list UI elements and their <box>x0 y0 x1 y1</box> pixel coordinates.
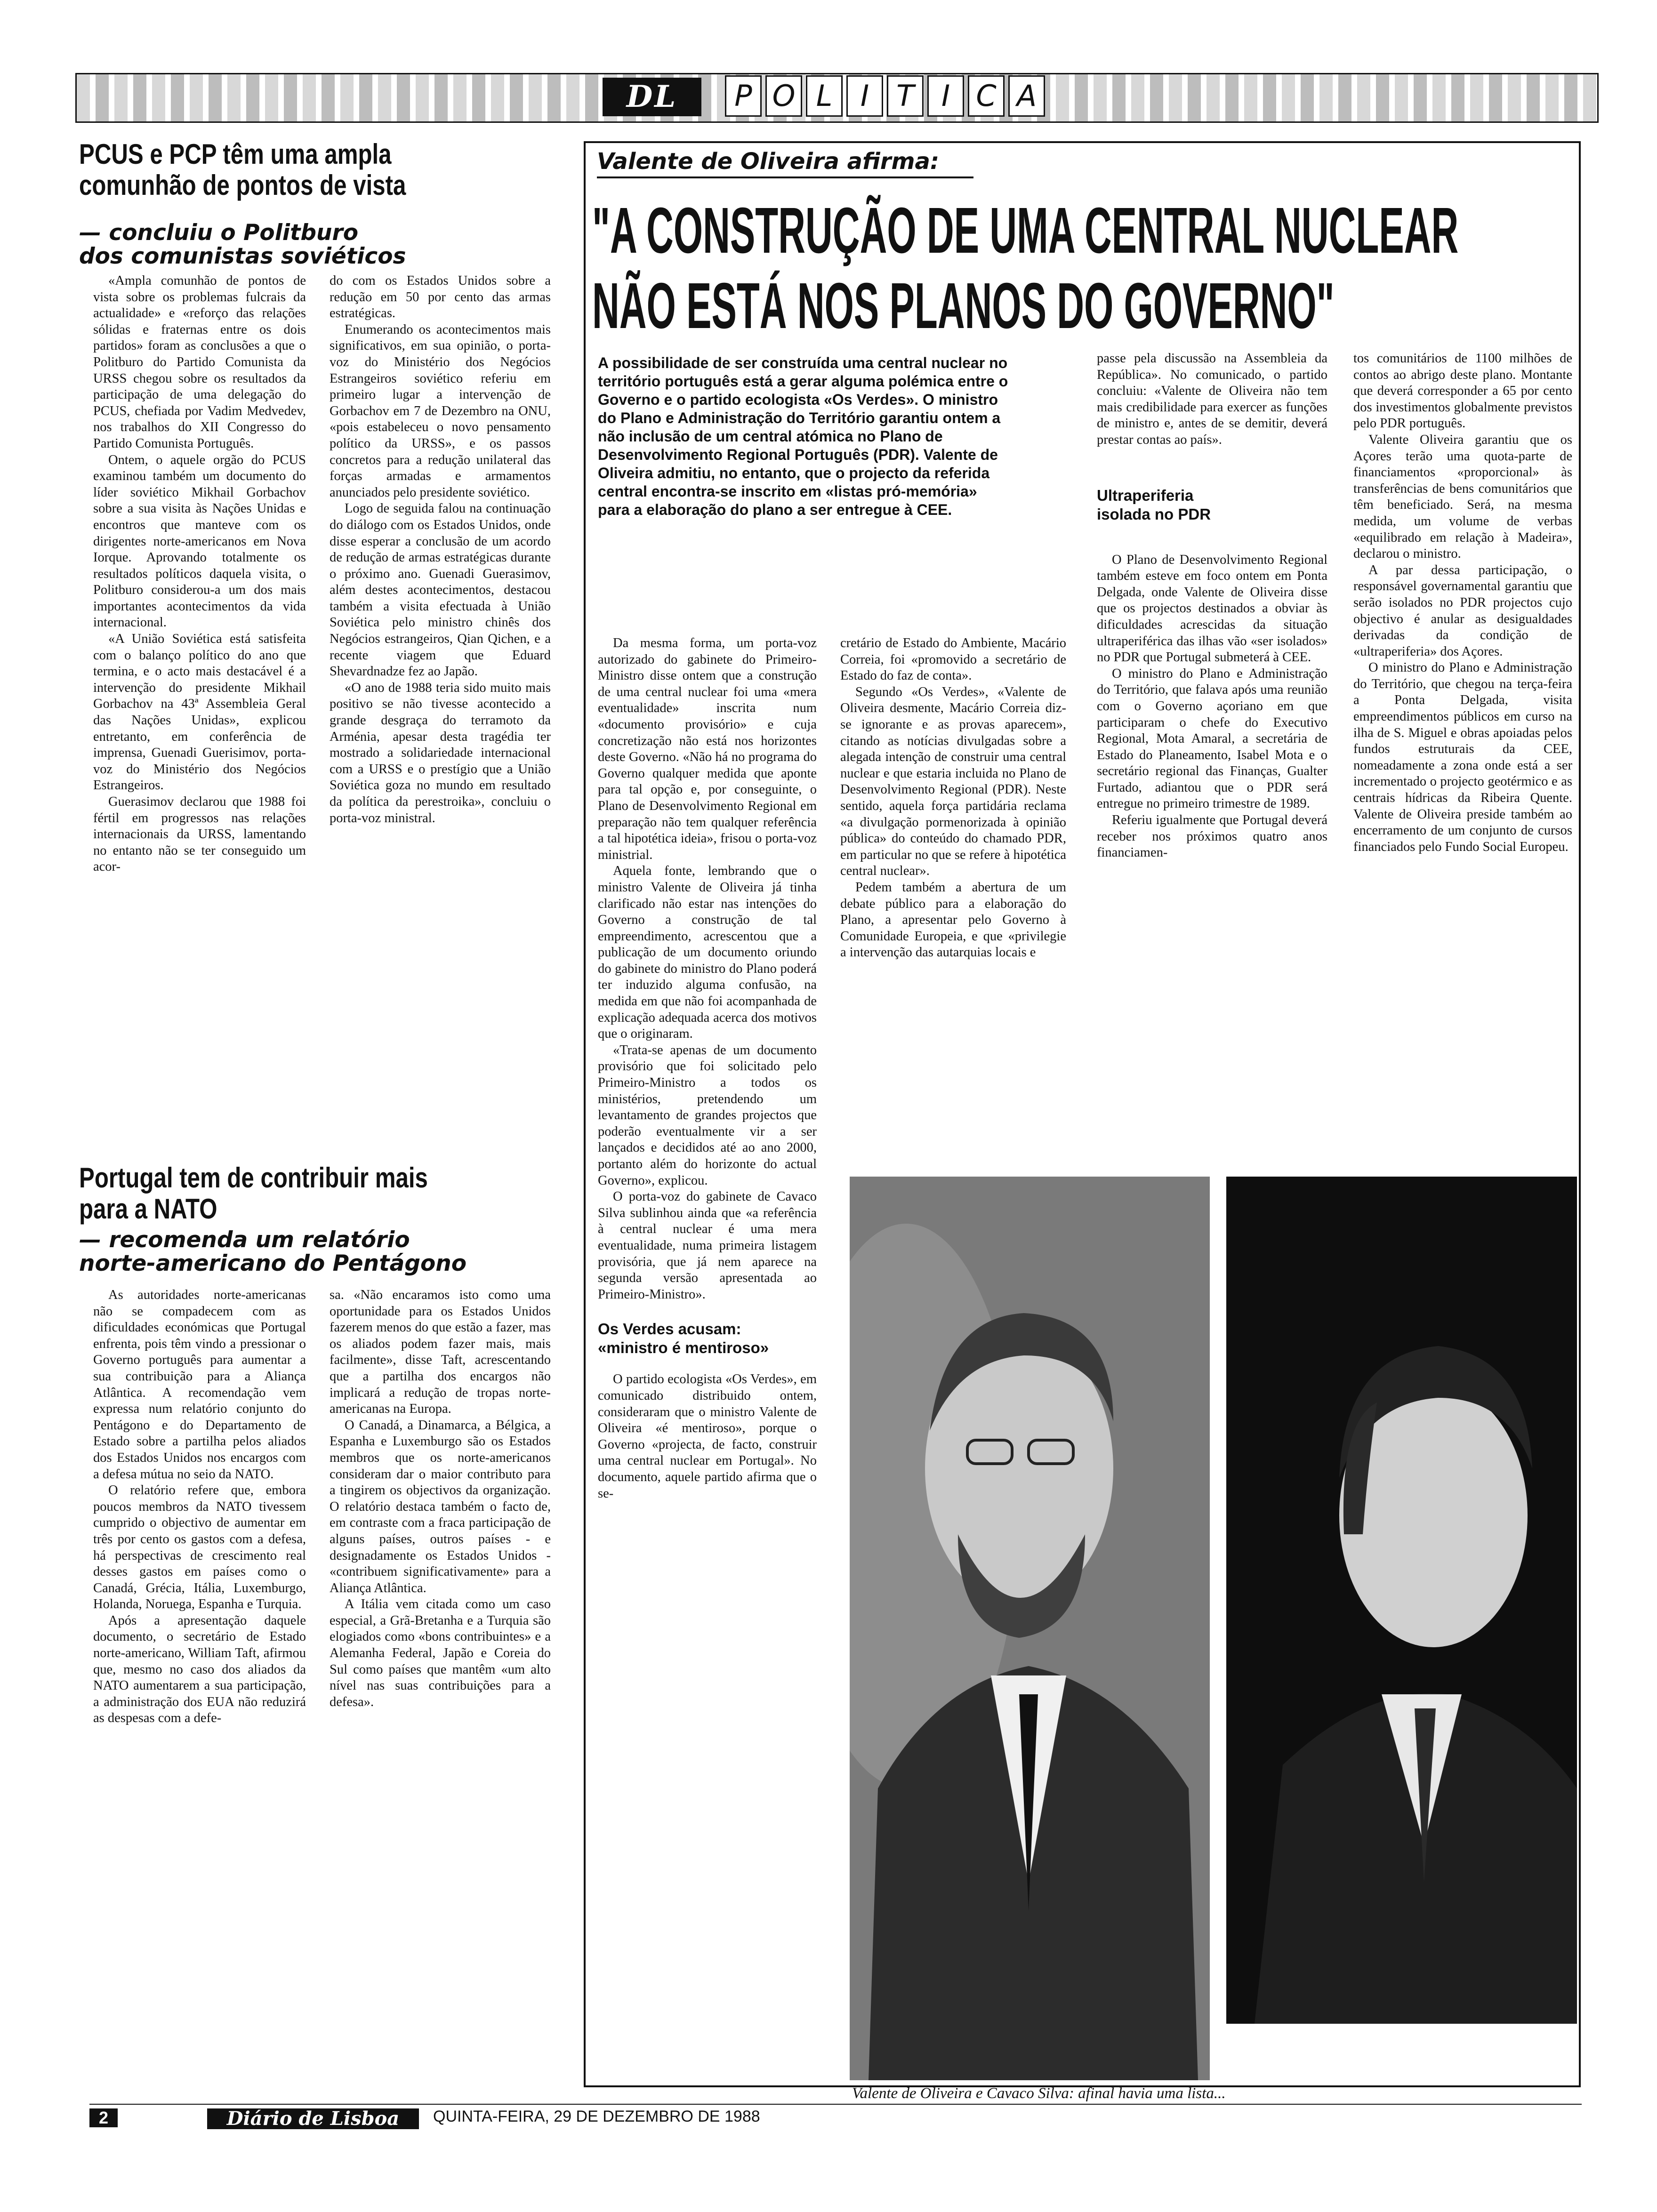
paragraph: Enumerando os acontecimentos mais significativos, em sua opinião, o porta-voz do Ministério dos Negócios Estrangeiros soviético referiu em primeiro lugar a intervenção de Gorbachov em 7 de Dezembro na ONU, «pois estabeleceu o novo pensamento político da URSS», e os passos concretos para a redução unilateral das forças armadas e armamentos anunciados pelo presidente soviético. <box>330 322 551 500</box>
article1-subhead <box>79 221 406 268</box>
subheading-verdes <box>598 1320 817 1357</box>
paragraph: A par dessa participação, o responsável governamental garantiu que serão isolados no PDR projectos cujo objectivo é anular as desigualdades derivadas da condição de «ultraperiferia» dos Açores. <box>1353 562 1572 659</box>
paragraph: As autoridades norte-americanas não se compadecem com as dificuldades económicas que Portugal enfrenta, pois têm vindo a pressionar o Governo português para aumentar a sua contribuição para a Aliança Atlântica. A recomendação vem expressa num relatório conjunto do Pentágono e do Departamento de Estado sobre a partilha pelos aliados dos Estados Unidos nos encargos com a defesa mútua no seio da NATO. <box>93 1288 306 1482</box>
paragraph: O ministro do Plano e Administração do Território, que falava após uma reunião com o Governo açoriano em que participaram o chefe do Executivo Regional, Mota Amaral, a secretária de Estado do Planeamento, Isabel Mota e o secretário regional das Finanças, Gualter Furtado, adiantou que o PDR será entregue no primeiro trimestre de 1989. <box>1097 666 1327 811</box>
headline-line: para a NATO <box>79 1193 217 1225</box>
paragraph: Após a apresentação daquele documento, o secretário de Estado norte-americano, William Taft, afirmou que, mesmo no caso dos aliados da NATO aumentarem a sua participação, a administração dos EUA não reduzirá as despesas com a defe- <box>93 1613 306 1726</box>
newspaper-name: Diário de Lisboa <box>207 2108 419 2129</box>
lead-paragraph: A possibilidade de ser construída uma central nuclear no território português está a gerar alguma polémica entre o Governo e o partido ecologista «Os Verdes». O ministro do Plano e Administração do Território garantiu ontem a não inclusão de um central atómica no Plano de Desenvolvimento Regional Português (PDR). Valente de Oliveira admitiu, no entanto, que o projecto da referida central encontra-se inscrito em «listas pró-memória» para a elaboração do plano a ser entregue à CEE. <box>598 354 1008 518</box>
article3-kicker: Valente de Oliveira afirma: <box>597 148 940 175</box>
section-letter: I <box>927 75 964 117</box>
headline-line: comunhão de pontos de vista <box>79 169 406 201</box>
paragraph: cretário de Estado do Ambiente, Macário Correia, foi «promovido a secretário de Estado do faz de conta». <box>840 636 1066 683</box>
paragraph: sa. «Não encaramos isto como uma oportunidade para os Estados Unidos fazerem menos do que estão a fazer, mas os aliados podem fazer mais, mais facilmente», disse Taft, acrescentando que a partilha dos encargos não implicará a redução de tropas norte-americanas na Europa. <box>330 1288 551 1417</box>
headline-line: "A CONSTRUÇÃO DE UMA CENTRAL NUCLEAR <box>592 194 1459 267</box>
paragraph: A Itália vem citada como um caso especial, a Grã-Bretanha e a Turquia são elogiados como «bons contribuintes» e a Alemanha Federal, Japão e Coreia do Sul como países que mantêm «um alto nível nas suas contribuições para a defesa». <box>330 1597 551 1709</box>
paragraph: Aquela fonte, lembrando que o ministro Valente de Oliveira já tinha clarificado não estar nas intenções do Governo a construção de tal empreendimento, acrescentou que a publicação de um documento oriundo do gabinete do ministro do Plano poderá ter induzido alguma confusão, na medida em que não foi acompanhada de explicação adequada acerca dos motivos que o originaram. <box>598 864 817 1042</box>
section-letter: O <box>765 75 802 117</box>
article1-column-2 <box>330 273 551 826</box>
headline-line: PCUS e PCP têm uma ampla <box>79 138 392 170</box>
subhead-line: — recomenda um relatório <box>79 1227 410 1253</box>
photo-caption: Valente de Oliveira e Cavaco Silva: afinal havia uma lista... <box>852 2085 1226 2102</box>
section-letter: C <box>968 75 1005 117</box>
paragraph: Referiu igualmente que Portugal deverá receber nos próximos quatro anos financiamen- <box>1097 813 1327 860</box>
page-number: 2 <box>89 2108 118 2127</box>
headline-line: Portugal tem de contribuir mais <box>79 1162 428 1194</box>
portrait-graphic <box>1226 1177 1577 2024</box>
section-title <box>725 75 1049 118</box>
subheading-line: Os Verdes acusam: <box>598 1320 741 1338</box>
paragraph: O partido ecologista «Os Verdes», em comunicado distribuido ontem, consideraram que o ministro Valente de Oliveira «é mentiroso», porque o Governo «projecta, de facto, construir uma central nuclear em Portugal». No documento, aquele partido afirma que o se- <box>598 1372 817 1501</box>
subhead-line: — concluiu o Politburo <box>79 220 358 246</box>
subhead-line: norte-americano do Pentágono <box>79 1250 467 1276</box>
paragraph: O porta-voz do gabinete de Cavaco Silva sublinhou ainda que «a referência à central nuclear é uma mera eventualidade, numa primeira listagem provisória, que já nem aparece na segunda versão apresentada ao Primeiro-Ministro». <box>598 1189 817 1302</box>
headline-line: NÃO ESTÁ NOS PLANOS DO GOVERNO" <box>592 270 1335 342</box>
article2-column-1 <box>93 1287 306 1727</box>
paragraph: Logo de seguida falou na continuação do diálogo com os Estados Unidos, onde disse esperar a conclusão de um acordo de redução de armas estratégicas durante o próximo ano. Guenadi Guerasimov, além destes acontecimentos, destacou também a visita efectuada à União Soviética pelo ministro chinês dos Negócios estrangeiros, Qian Qichen, e a recente viagem que Eduard Shevardnadze fez ao Japão. <box>330 501 551 679</box>
section-letter: P <box>725 75 762 117</box>
paragraph: do com os Estados Unidos sobre a redução em 50 por cento das armas estratégicas. <box>330 273 551 321</box>
paragraph: Pedem também a abertura de um debate público para a elaboração do Plano, a apresentar pelo Governo à Comunidade Europeia, e que «privilegie a intervenção das autarquias locais e <box>840 880 1066 960</box>
portrait-graphic <box>850 1177 1210 2080</box>
article1-headline <box>79 139 406 201</box>
paragraph: Da mesma forma, um porta-voz autorizado do gabinete do Primeiro-Ministro disse ontem que a construção de uma central nuclear foi uma «mera eventualidade» inscrita num «documento provisório» e cuja concretização não está nos horizontes deste Governo. «Não há no programa do Governo qualquer medida que aponte para tal opção e, por conseguinte, o Plano de Desenvolvimento Regional em preparação não tem qualquer referência a tal hipotética ideia», frisou o porta-voz ministrial. <box>598 636 817 862</box>
section-letter: A <box>1008 75 1045 117</box>
footer-rule <box>89 2104 1582 2105</box>
article2-subhead <box>79 1228 467 1275</box>
paragraph: Valente Oliveira garantiu que os Açores terão uma quota-parte de financiamentos «proporcional» às transferências de bens comunitários que têm beneficiado. Será, na mesma medida, um volume de verbas «equilibrado em relação à Madeira», declarou o ministro. <box>1353 432 1572 561</box>
photo-valente-de-oliveira <box>850 1177 1210 2080</box>
section-letter: L <box>806 75 843 117</box>
article3-column-c <box>1097 351 1327 861</box>
subheading-line: isolada no PDR <box>1097 505 1211 523</box>
subheading-ultraperiferia <box>1097 486 1327 524</box>
kicker-underline <box>597 176 973 178</box>
article2-column-2 <box>330 1287 551 1710</box>
issue-date: QUINTA-FEIRA, 29 DE DEZEMBRO DE 1988 <box>433 2108 760 2125</box>
paragraph: Ontem, o aquele orgão do PCUS examinou também um documento do líder soviético Mikhail Gorbachov sobre a sua visita às Nações Unidas e encontros que manteve com os dirigentes norte-americanos em Nova Iorque. Aprovando totalmente os resultados políticos daquela visita, o Politburo considerou-a um dos mais importantes acontecimentos da vida internacional. <box>93 452 306 630</box>
subheading-line: Ultraperiferia <box>1097 486 1194 504</box>
paragraph: O Canadá, a Dinamarca, a Bélgica, a Espanha e Luxemburgo são os Estados membros que os norte-americanos consideram dar o maior contributo para a tingirem os objectivos da organização. O relatório destaca também o facto de, em contraste com a fraca participação de alguns países, outros países - e designadamente os Estados Unidos - «contribuem significativamente» para a Aliança Atlântica. <box>330 1418 551 1595</box>
paragraph: Segundo «Os Verdes», «Valente de Oliveira desmente, Macário Correia diz-se ignorante e as provas aparecem», citando as notícias divulgadas sobre a alegada intenção de construir uma central nuclear e que estaria incluida no Plano de Desenvolvimento Regional (PDR). Neste sentido, aquela força partidária reclama «a divulgação pormenorizada à opinião pública» do conteúdo do chamado PDR, em particular no que se refere à hipotética central nuclear». <box>840 684 1066 879</box>
subhead-line: dos comunistas soviéticos <box>79 243 406 269</box>
paragraph: O ministro do Plano e Administração do Território, que chegou na terça-feira a Ponta Delgada, visita empreendimentos públicos em curso na ilha de S. Miguel e obras apoiadas pelos fundos estruturais da CEE, nomeadamente a zona onde está a ser incrementado o projecto geotérmico e as centrais hídricas da Ribeira Quente. Valente de Oliveira preside também ao encerramento de um conjunto de cursos financiados pelo Fundo Social Europeu. <box>1353 660 1572 854</box>
article3-column-d <box>1353 351 1572 855</box>
article3-lead <box>598 354 1012 519</box>
photo-cavaco-silva <box>1226 1177 1577 2024</box>
article2-headline <box>79 1162 428 1225</box>
newspaper-logo: DL <box>603 78 701 116</box>
article1-column-1 <box>93 273 306 875</box>
article3-column-b <box>840 635 1066 961</box>
paragraph: passe pela discussão na Assembleia da República». No comunicado, o partido concluiu: «Valente de Oliveira não tem mais credibilidade para exercer as funções de ministro e, antes de se demitir, deverá prestar contas ao país». <box>1097 351 1327 447</box>
paragraph: «Trata-se apenas de um documento provisório que foi solicitado pelo Primeiro-Ministro a todos os ministérios, pretendendo um levantamento de grandes projectos que poderão eventualmente vir a ser lançados e decididos até ao ano 2000, portanto além do horizonte do actual Governo», explicou. <box>598 1042 817 1188</box>
paragraph: O Plano de Desenvolvimento Regional também esteve em foco ontem em Ponta Delgada, onde Valente de Oliveira disse que os projectos destinados a obviar às dificuldades acrescidas da situação ultraperiférica das ilhas vão «ser isolados» no PDR que Portugal submeterá à CEE. <box>1097 552 1327 665</box>
paragraph: «A União Soviética está satisfeita com o balanço político do ano que termina, e o acto mais destacável é a intervenção do presidente Mikhail Gorbachov na 43ª Assembleia Geral das Nações Unidas», explicou entretanto, em conferência de imprensa, Guenadi Guerisimov, porta-voz do Ministério dos Negócios Estrangeiros. <box>93 632 306 793</box>
paragraph: «O ano de 1988 teria sido muito mais positivo se não tivesse acontecido a grande desgraça do terramoto da Arménia, apesar desta tragédia ter mostrado a solidariedade internacional com a URSS e o prestígio que a União Soviética goza no mundo em resultado da política da perestroika», concluiu o porta-voz ministral. <box>330 680 551 825</box>
article3-headline <box>592 193 1458 344</box>
article3-column-a <box>598 635 817 1502</box>
paragraph: Guerasimov declarou que 1988 foi fértil em progressos nas relações internacionais da URSS, lamentando no entanto não se ter conseguido um acor- <box>93 794 306 874</box>
section-letter: I <box>846 75 883 117</box>
subheading-line: «ministro é mentiroso» <box>598 1339 769 1357</box>
paragraph: O relatório refere que, embora poucos membros da NATO tivessem cumprido o objectivo de aumentar em três por cento os gastos com a defesa, há perspectivas de crescimento real desses gastos em países como o Canadá, Grécia, Itália, Luxemburgo, Holanda, Noruega, Espanha e Turquia. <box>93 1483 306 1612</box>
paragraph: tos comunitários de 1100 milhões de contos ao abrigo deste plano. Montante que deverá corresponder a 65 por cento dos investimentos globalmente previstos pelo PDR português. <box>1353 351 1572 431</box>
paragraph: «Ampla comunhão de pontos de vista sobre os problemas fulcrais da actualidade» e «reforço das relações sólidas e fraternas entre os dois partidos» foram as conclusões a que o Politburo do Partido Comunista da URSS chegou sobre os resultados da participação de uma delegação do PCUS, chefiada por Vadim Medvedev, nos trabalhos do XII Congresso do Partido Comunista Português. <box>93 273 306 451</box>
section-letter: T <box>887 75 924 117</box>
